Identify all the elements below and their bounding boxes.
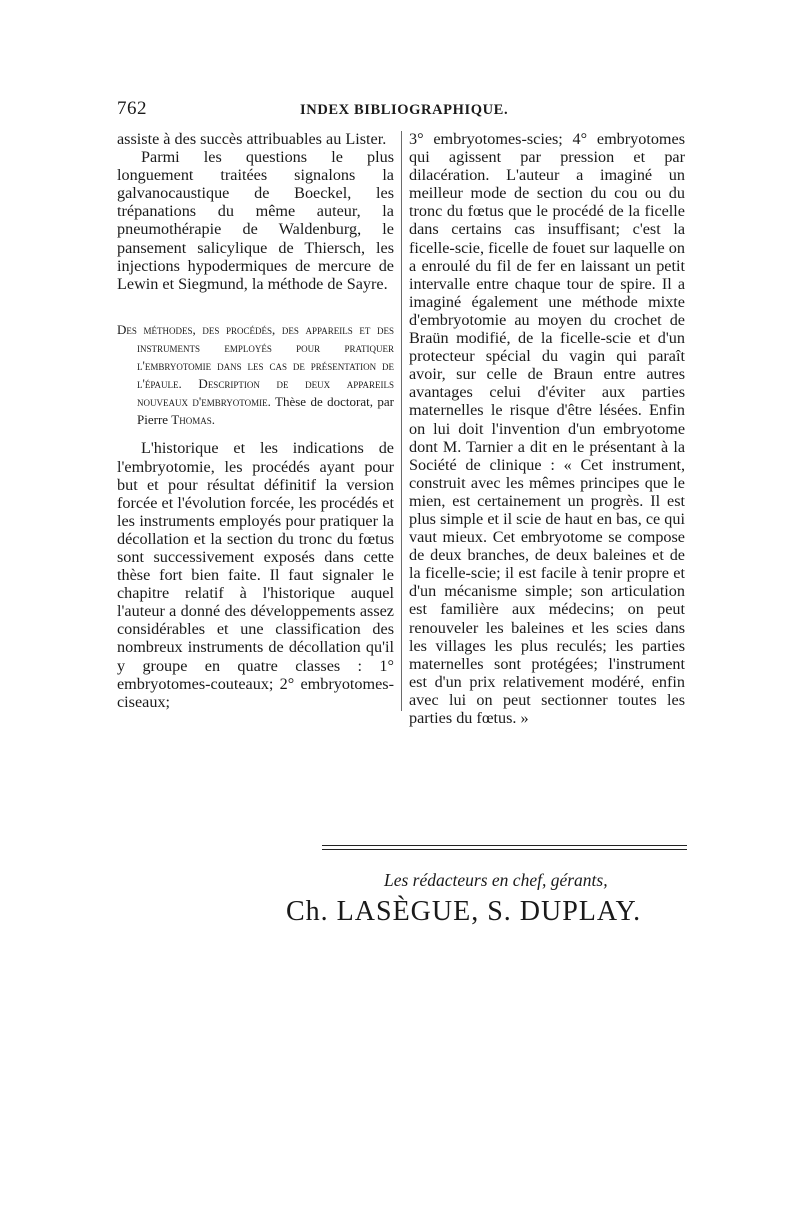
closing-rule [322, 845, 687, 850]
entry-author: Thomas. [171, 412, 215, 428]
running-head: INDEX BIBLIOGRAPHIQUE. [300, 102, 509, 118]
left-paragraph-historique: L'historique et les indications de l'embryotomie, les procédés ayant pour but et pour résultat définitif la version forcée et l'évolution forcée, les procédés et les instruments employés pour pratiquer la décollation et la section du tronc du fœtus sont successivement exposés dans cette thèse fort bien faite. Il faut signaler le chapitre relatif à l'historique auquel l'auteur a donné des développements assez considérables et une classification des nombreux instruments de décollation qu'il y groupe en quatre classes : 1° embryotomes-couteaux; 2° embryotomes-ciseaux; [117, 439, 394, 711]
entry-details: Thèse de doctorat, par Pierre [137, 394, 394, 428]
entry-title: Des méthodes, des procédés, des appareils et des instruments employés pour pratiquer l'embryotomie dans les cas de présentation de l'épaule. Description de deux appareils nouveaux d'embryotomie. [117, 321, 394, 410]
page-number: 762 [117, 98, 147, 119]
left-column [117, 130, 394, 711]
right-column [409, 130, 685, 727]
column-divider [401, 131, 402, 711]
editors-line: Les rédacteurs en chef, gérants, [384, 870, 608, 890]
left-paragraph-continuation: assiste à des succès attribuables au Lister. [117, 130, 387, 148]
right-paragraph: 3° embryotomes-scies; 4° embryotomes qui agissent par pression et par dilacération. L'auteur a imaginé un meilleur mode de section du cou ou du tronc du fœtus que le procédé de la ficelle dans certains cas insuffisant; c'est la ficelle-scie, ficelle de fouet sur laquelle on a enroulé du fil de fer en laissant un petit intervalle entre chaque tour de spire. Il a imaginé également une méthode mixte d'embryotomie au moyen du crochet de Braün modifié, de la ficelle-scie et d'un protecteur spécial du vagin qui paraît avoir, sur celle de Braun entre autres avantages celui d'éviter aux parties maternelles le risque d'être lésées. Enfin on lui doit l'invention d'un embryotome dont M. Tarnier a dit en le présentant à la Société de clinique : « Cet instrument, construit avec les mêmes principes que le mien, est certainement un progrès. Il est plus simple et il scie de haut en bas, ce qui vaut mieux. Cet embryotome se compose de deux branches, de deux baleines et de la ficelle-scie; il est facile à tenir propre et d'un mécanisme simple; son articulation est familière aux médecins; on peut renouveler les baleines et les scies dans les villages les plus reculés; les parties maternelles sont protégées; l'instrument est d'un prix relativement modéré, enfin avec lui on peut sectionner toutes les parties du fœtus. » [409, 130, 685, 727]
editors-names: Ch. LASÈGUE, S. DUPLAY. [286, 896, 642, 927]
left-paragraph-questions: Parmi les questions le plus longuement traitées signalons la galvanocaustique de Boeckel, les trépanations du même auteur, la pneumothérapie de Waldenburg, le pansement salicylique de Thiersch, les injections hypodermiques de mercure de Lewin et Siegmund, la méthode de Sayre. [117, 148, 394, 293]
bibliographic-entry [117, 321, 394, 430]
